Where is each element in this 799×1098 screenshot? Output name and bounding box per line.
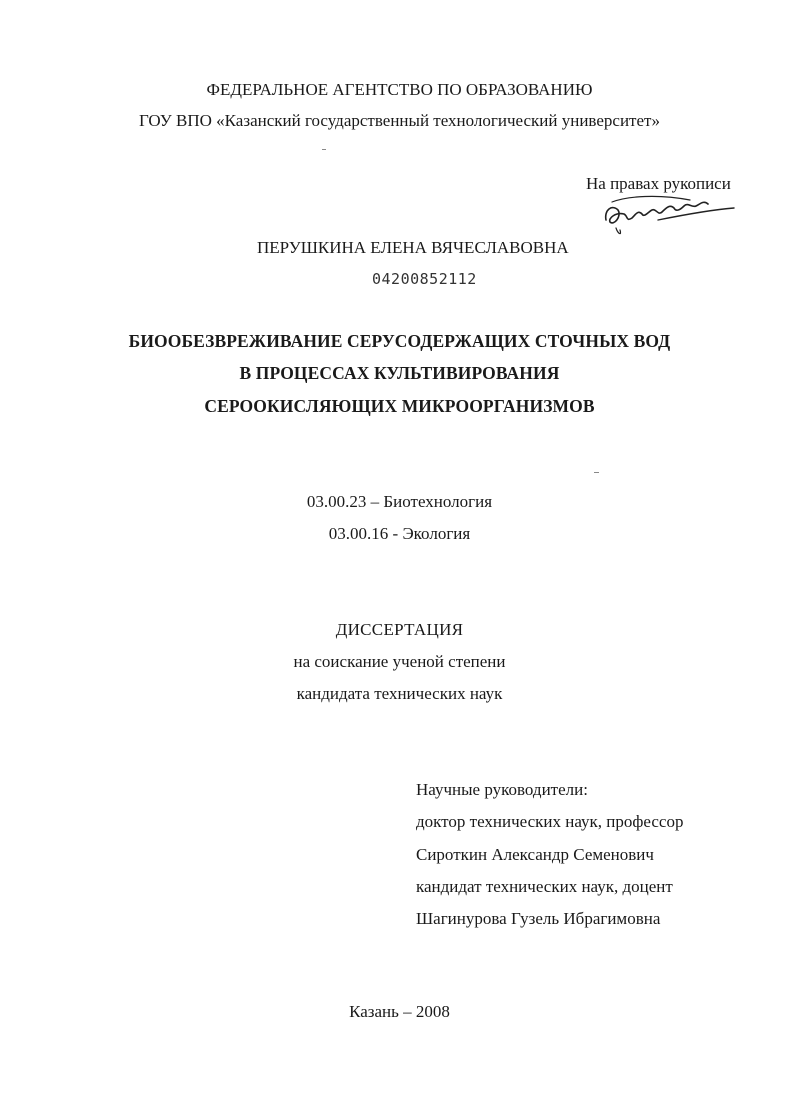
handwritten-signature <box>598 190 738 240</box>
supervisors-heading: Научные руководители: <box>416 780 588 799</box>
scan-speck <box>322 149 326 150</box>
degree-line-1: на соискание ученой степени <box>293 652 506 671</box>
scan-speck <box>594 472 599 473</box>
city-year: Казань – 2008 <box>349 1002 450 1021</box>
supervisor-1-name: Сироткин Александр Семенович <box>416 845 654 864</box>
supervisor-2-title: кандидат технических наук, доцент <box>416 877 673 896</box>
specialty-1: 03.00.23 – Биотехнология <box>306 492 493 511</box>
title-line-3: СЕРООКИСЛЯЮЩИХ МИКРООРГАНИЗМОВ <box>204 396 595 416</box>
author-name: ПЕРУШКИНА ЕЛЕНА ВЯЧЕСЛАВОВНА <box>257 238 569 257</box>
degree-line-2: кандидата технических наук <box>296 684 503 703</box>
title-line-2: В ПРОЦЕССАХ КУЛЬТИВИРОВАНИЯ <box>239 363 560 383</box>
manuscript-note: На правах рукописи <box>586 174 731 193</box>
registration-number: 04200852112 <box>372 270 477 288</box>
degree-type: ДИССЕРТАЦИЯ <box>335 620 464 639</box>
agency-name: ФЕДЕРАЛЬНОЕ АГЕНТСТВО ПО ОБРАЗОВАНИЮ <box>206 80 593 99</box>
specialty-2: 03.00.16 - Экология <box>328 524 471 543</box>
university-name: ГОУ ВПО «Казанский государственный технологический университет» <box>139 111 660 130</box>
title-line-1: БИООБЕЗВРЕЖИВАНИЕ СЕРУСОДЕРЖАЩИХ СТОЧНЫХ ВОД <box>128 331 671 351</box>
supervisor-1-title: доктор технических наук, профессор <box>416 812 684 831</box>
supervisor-2-name: Шагинурова Гузель Ибрагимовна <box>416 909 661 928</box>
